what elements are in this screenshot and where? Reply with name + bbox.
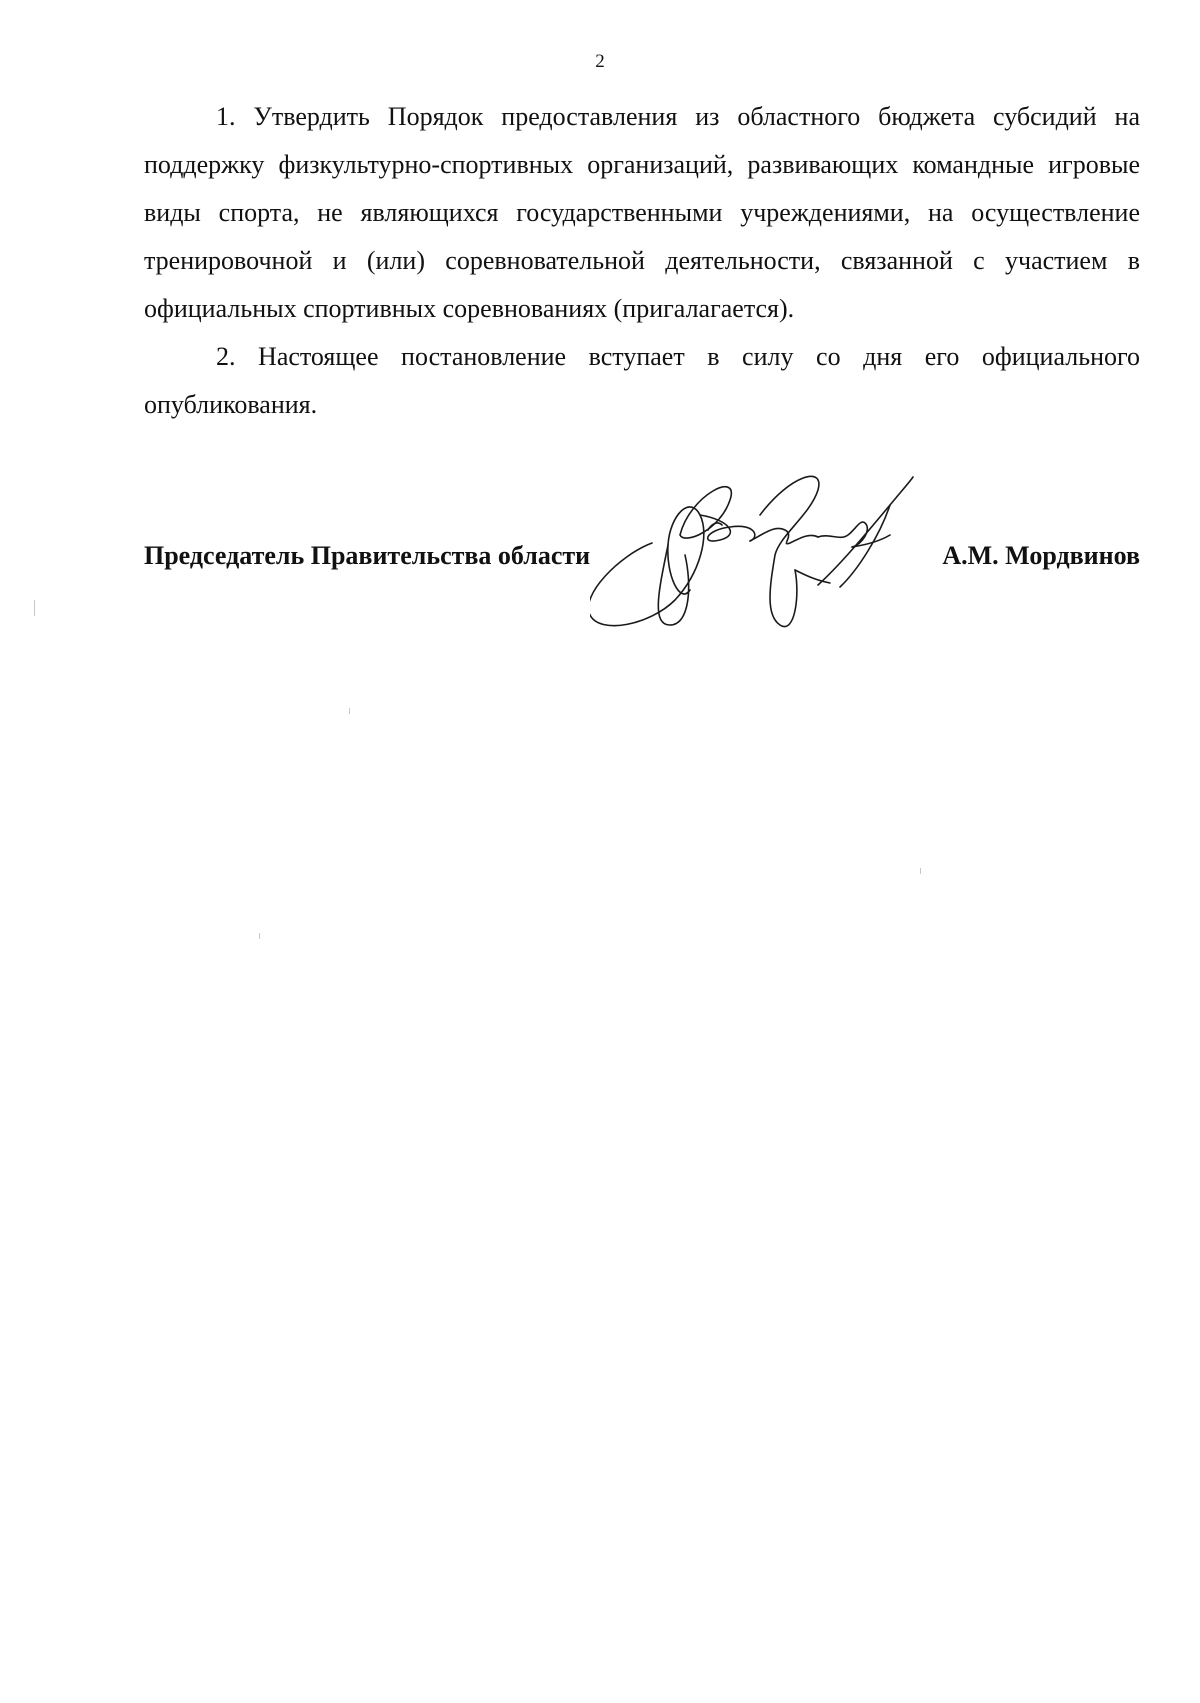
signer-name: А.М. Мордвинов — [942, 541, 1140, 570]
scan-artifact — [34, 600, 35, 616]
scan-artifact — [259, 933, 260, 939]
scan-artifact — [920, 868, 921, 874]
document-body — [144, 93, 1140, 429]
page-number: 2 — [595, 51, 605, 72]
paragraph-1: 1. Утвердить Порядок предоставления из областного бюджета субсидий на поддержку физкультурно-спортивных организаций, развивающих командные игровые виды спорта, не являющихся государственными учреждениями, на осуществление тренировочной и (или) соревновательной деятельности, связанной с участием в официальных спортивных соревнованиях (пригалагается). — [144, 102, 1140, 323]
paragraph-2: 2. Настоящее постановление вступает в силу со дня его официального опубликования. — [144, 342, 1140, 419]
handwritten-signature — [590, 475, 950, 685]
scan-artifact — [349, 708, 350, 714]
signer-title: Председатель Правительства области — [144, 541, 591, 570]
